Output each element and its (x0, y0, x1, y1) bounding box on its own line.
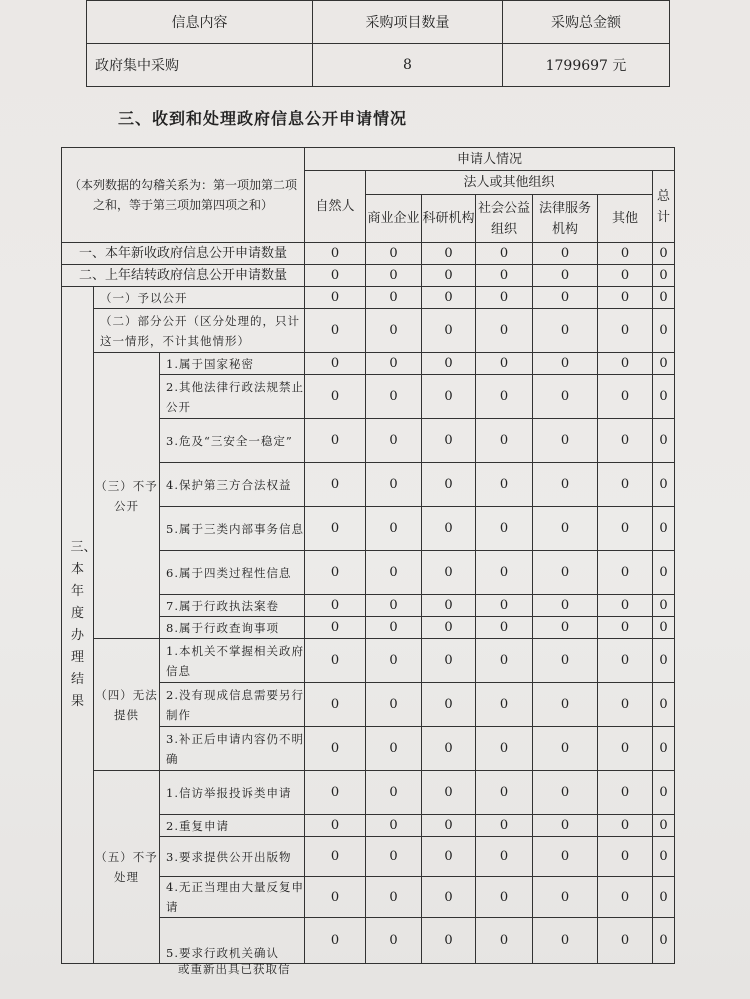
cell-total-amount: 1799697 元 (503, 44, 670, 87)
value-cell: 0 (422, 877, 476, 918)
header-total-amount: 采购总金额 (503, 1, 670, 44)
value-cell: 0 (422, 507, 476, 551)
section-title: 三、收到和处理政府信息公开申请情况 (118, 109, 408, 128)
value-cell: 0 (366, 243, 422, 265)
value-cell: 0 (653, 639, 675, 683)
value-cell: 0 (598, 243, 653, 265)
value-cell: 0 (366, 918, 422, 964)
value-cell: 0 (476, 243, 533, 265)
value-cell: 0 (422, 309, 476, 353)
row-label-continuation: 或重新出具已获取信 (178, 962, 291, 976)
value-cell: 0 (422, 243, 476, 265)
value-cell: 0 (476, 837, 533, 877)
value-cell: 0 (653, 375, 675, 419)
row-label: 3.危及“三安全一稳定” (160, 419, 305, 463)
value-cell: 0 (533, 551, 598, 595)
value-cell: 0 (533, 877, 598, 918)
value-cell: 0 (653, 309, 675, 353)
value-cell: 0 (366, 617, 422, 639)
value-cell: 0 (533, 309, 598, 353)
processing-results-label: 三、本年度办理结果 (62, 287, 94, 964)
value-cell: 0 (598, 771, 653, 815)
value-cell: 0 (305, 287, 366, 309)
value-cell: 0 (305, 837, 366, 877)
value-cell: 0 (476, 375, 533, 419)
value-cell: 0 (653, 617, 675, 639)
value-cell: 0 (533, 595, 598, 617)
noprocess-category-label: （五）不予处理 (94, 771, 160, 964)
value-cell: 0 (653, 683, 675, 727)
value-cell: 0 (533, 771, 598, 815)
value-cell: 0 (653, 918, 675, 964)
value-cell: 0 (422, 595, 476, 617)
row-noprocess-1 (62, 771, 675, 815)
value-cell: 0 (533, 243, 598, 265)
value-cell: 0 (422, 265, 476, 287)
value-cell: 0 (305, 595, 366, 617)
value-cell: 0 (533, 617, 598, 639)
row-new-applications (62, 243, 675, 265)
row-label: 2.没有现成信息需要另行制作 (160, 683, 305, 727)
value-cell: 0 (653, 419, 675, 463)
header-total: 总计 (653, 171, 675, 243)
value-cell: 0 (366, 837, 422, 877)
value-cell: 0 (598, 419, 653, 463)
header-row-1 (62, 148, 675, 171)
row-label: 一、本年新收政府信息公开申请数量 (62, 243, 305, 265)
value-cell: 0 (366, 683, 422, 727)
value-cell: 0 (653, 287, 675, 309)
value-cell: 0 (476, 617, 533, 639)
header-commercial: 商业企业 (366, 195, 422, 243)
value-cell: 0 (305, 617, 366, 639)
value-cell: 0 (598, 639, 653, 683)
row-partial (62, 309, 675, 353)
value-cell: 0 (598, 265, 653, 287)
row-label: 7.属于行政执法案卷 (160, 595, 305, 617)
value-cell: 0 (422, 617, 476, 639)
row-label: 二、上年结转政府信息公开申请数量 (62, 265, 305, 287)
value-cell: 0 (305, 463, 366, 507)
value-cell: 0 (366, 551, 422, 595)
value-cell: 0 (305, 265, 366, 287)
value-cell: 0 (476, 877, 533, 918)
value-cell: 0 (305, 353, 366, 375)
value-cell: 0 (305, 771, 366, 815)
value-cell: 0 (476, 771, 533, 815)
header-research: 科研机构 (422, 195, 476, 243)
value-cell: 0 (533, 265, 598, 287)
value-cell: 0 (422, 353, 476, 375)
value-cell: 0 (305, 639, 366, 683)
header-natural-person: 自然人 (305, 171, 366, 243)
row-label: 4.保护第三方合法权益 (160, 463, 305, 507)
value-cell: 0 (305, 507, 366, 551)
value-cell: 0 (366, 375, 422, 419)
value-cell: 0 (366, 639, 422, 683)
value-cell: 0 (598, 287, 653, 309)
value-cell: 0 (305, 815, 366, 837)
value-cell: 0 (476, 265, 533, 287)
value-cell: 0 (366, 463, 422, 507)
procurement-table (86, 0, 670, 87)
value-cell: 0 (653, 265, 675, 287)
row-label: 1.属于国家秘密 (160, 353, 305, 375)
value-cell: 0 (366, 265, 422, 287)
value-cell: 0 (305, 551, 366, 595)
value-cell: 0 (476, 551, 533, 595)
value-cell: 0 (533, 463, 598, 507)
value-cell: 0 (653, 727, 675, 771)
unable-category-label: （四）无法提供 (94, 639, 160, 771)
value-cell: 0 (653, 507, 675, 551)
cell-project-count: 8 (313, 44, 503, 87)
value-cell: 0 (366, 419, 422, 463)
value-cell: 0 (305, 243, 366, 265)
value-cell: 0 (366, 727, 422, 771)
value-cell: 0 (533, 918, 598, 964)
header-project-count: 采购项目数量 (313, 1, 503, 44)
value-cell: 0 (533, 837, 598, 877)
value-cell: 0 (598, 375, 653, 419)
value-cell: 0 (422, 287, 476, 309)
value-cell: 0 (533, 815, 598, 837)
value-cell: 0 (533, 375, 598, 419)
value-cell: 0 (366, 309, 422, 353)
value-cell: 0 (598, 507, 653, 551)
value-cell: 0 (653, 353, 675, 375)
value-cell: 0 (598, 353, 653, 375)
value-cell: 0 (476, 287, 533, 309)
cell-procurement-type: 政府集中采购 (87, 44, 313, 87)
value-cell: 0 (476, 683, 533, 727)
value-cell: 0 (533, 683, 598, 727)
value-cell: 0 (598, 877, 653, 918)
header-info-content: 信息内容 (87, 1, 313, 44)
row-label: （二）部分公开（区分处理的，只计这一情形，不计其他情形） (94, 309, 305, 353)
value-cell: 0 (305, 309, 366, 353)
header-social: 社会公益组织 (476, 195, 533, 243)
value-cell: 0 (366, 353, 422, 375)
row-label: 6.属于四类过程性信息 (160, 551, 305, 595)
value-cell: 0 (422, 727, 476, 771)
value-cell: 0 (653, 463, 675, 507)
value-cell: 0 (305, 918, 366, 964)
value-cell: 0 (366, 287, 422, 309)
value-cell: 0 (422, 551, 476, 595)
value-cell: 0 (653, 243, 675, 265)
value-cell: 0 (422, 463, 476, 507)
header-other: 其他 (598, 195, 653, 243)
value-cell: 0 (476, 507, 533, 551)
row-label: 1.本机关不掌握相关政府信息 (160, 639, 305, 683)
value-cell: 0 (366, 771, 422, 815)
value-cell: 0 (476, 727, 533, 771)
row-refuse-1 (62, 353, 675, 375)
value-cell: 0 (305, 727, 366, 771)
header-applicant: 申请人情况 (305, 148, 675, 171)
value-cell: 0 (598, 595, 653, 617)
value-cell: 0 (598, 617, 653, 639)
value-cell: 0 (598, 918, 653, 964)
value-cell: 0 (422, 683, 476, 727)
value-cell: 0 (366, 507, 422, 551)
value-cell: 0 (533, 507, 598, 551)
header-law: 法律服务机构 (533, 195, 598, 243)
value-cell: 0 (598, 837, 653, 877)
value-cell: 0 (653, 815, 675, 837)
header-legal-orgs: 法人或其他组织 (366, 171, 653, 195)
value-cell: 0 (476, 463, 533, 507)
value-cell: 0 (653, 551, 675, 595)
value-cell: 0 (422, 771, 476, 815)
value-cell: 0 (598, 309, 653, 353)
value-cell: 0 (366, 815, 422, 837)
value-cell: 0 (476, 353, 533, 375)
value-cell: 0 (476, 419, 533, 463)
value-cell: 0 (366, 877, 422, 918)
value-cell: 0 (533, 419, 598, 463)
value-cell: 0 (305, 419, 366, 463)
row-carryover-applications (62, 265, 675, 287)
value-cell: 0 (533, 353, 598, 375)
procurement-data-row (87, 44, 670, 87)
row-grant (62, 287, 675, 309)
value-cell: 0 (305, 375, 366, 419)
value-cell: 0 (305, 683, 366, 727)
applications-table (61, 147, 675, 964)
row-label: 2.其他法律行政法规禁止公开 (160, 375, 305, 419)
row-label: 8.属于行政查询事项 (160, 617, 305, 639)
value-cell: 0 (476, 918, 533, 964)
value-cell: 0 (422, 639, 476, 683)
value-cell: 0 (598, 551, 653, 595)
value-cell: 0 (422, 837, 476, 877)
value-cell: 0 (422, 419, 476, 463)
row-label: 3.补正后申请内容仍不明确 (160, 727, 305, 771)
row-label: 2.重复申请 (160, 815, 305, 837)
row-label: 1.信访举报投诉类申请 (160, 771, 305, 815)
value-cell: 0 (653, 771, 675, 815)
refuse-category-label: （三）不予公开 (94, 353, 160, 639)
value-cell: 0 (366, 595, 422, 617)
relationship-note: （本列数据的勾稽关系为：第一项加第二项之和，等于第三项加第四项之和） (62, 148, 305, 243)
value-cell: 0 (598, 727, 653, 771)
value-cell: 0 (305, 877, 366, 918)
value-cell: 0 (476, 309, 533, 353)
value-cell: 0 (598, 683, 653, 727)
row-label: 3.要求提供公开出版物 (160, 837, 305, 877)
row-unable-1 (62, 639, 675, 683)
row-label: 4.无正当理由大量反复申请 (160, 877, 305, 918)
procurement-header-row (87, 1, 670, 44)
value-cell: 0 (476, 595, 533, 617)
value-cell: 0 (422, 815, 476, 837)
value-cell: 0 (422, 375, 476, 419)
value-cell: 0 (533, 287, 598, 309)
value-cell: 0 (598, 815, 653, 837)
row-label: （一）予以公开 (94, 287, 305, 309)
value-cell: 0 (533, 639, 598, 683)
value-cell: 0 (422, 918, 476, 964)
value-cell: 0 (533, 727, 598, 771)
value-cell: 0 (476, 639, 533, 683)
value-cell: 0 (653, 877, 675, 918)
row-label: 5.要求行政机关确认 (160, 918, 305, 964)
row-label: 5.属于三类内部事务信息 (160, 507, 305, 551)
value-cell: 0 (653, 837, 675, 877)
value-cell: 0 (598, 463, 653, 507)
value-cell: 0 (653, 595, 675, 617)
value-cell: 0 (476, 815, 533, 837)
